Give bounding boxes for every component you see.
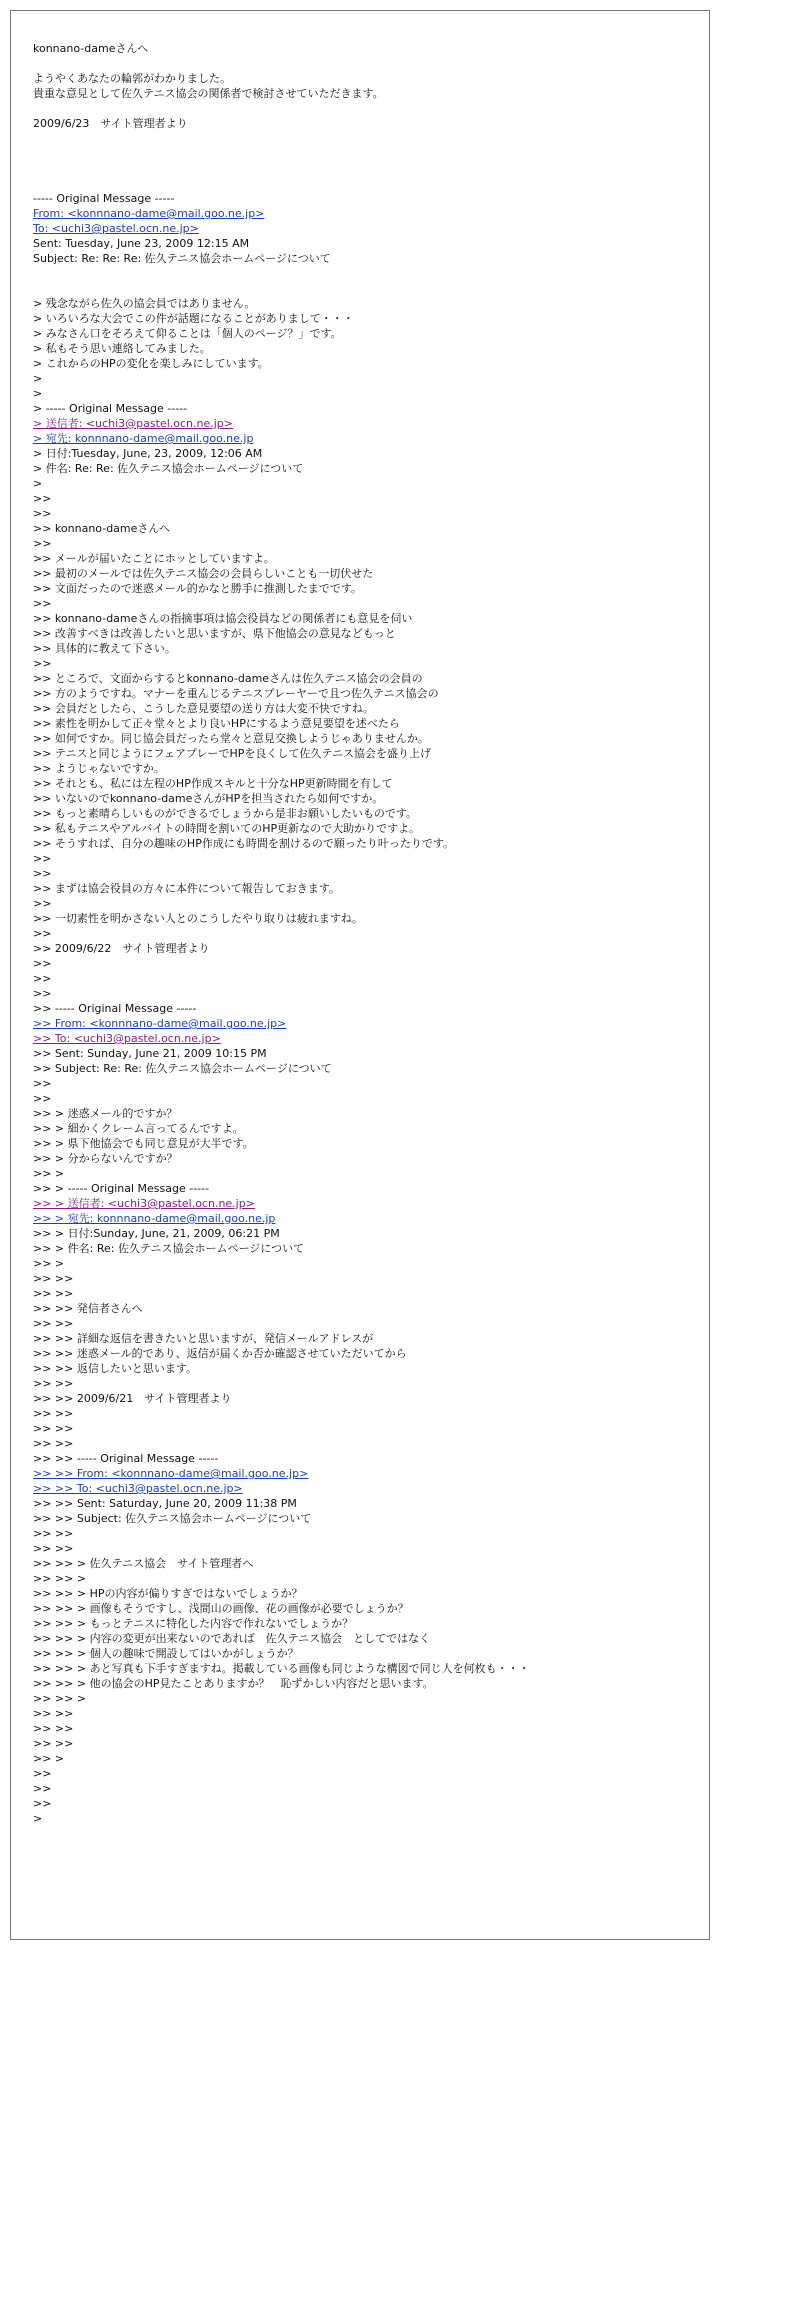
email-text-line: >> >> 2009/6/21 サイト管理者より <box>33 1392 232 1405</box>
email-link-line[interactable]: To: <uchi3@pastel.ocn.ne.jp> <box>33 222 199 235</box>
email-frame <box>10 10 710 1940</box>
email-text-line: konnano-dameさんへ <box>33 42 149 55</box>
email-text-line: >> 会員だとしたら、こうした意見要望の送り方は大変不快ですね。 <box>33 702 374 715</box>
email-text-line: >> >> 詳細な返信を書きたいと思いますが、発信メールアドレスが <box>33 1332 374 1345</box>
email-text-line: >> >> <box>33 1737 74 1750</box>
email-text-line <box>33 281 703 296</box>
email-text-line: >> ところで、文面からするとkonnano-dameさんは佐久テニス協会の会員の <box>33 672 423 685</box>
email-text-line: >> >> > もっとテニスに特化した内容で作れないでしょうか？ <box>33 1617 354 1630</box>
email-text-line: ----- Original Message ----- <box>33 192 175 205</box>
email-text-line: >> >> > 内容の変更が出来ないのであれば 佐久テニス協会 としてではなく <box>33 1632 431 1645</box>
email-text-line: >> <box>33 957 52 970</box>
email-text-line <box>33 161 703 176</box>
email-text-line: >> <box>33 597 52 610</box>
email-text-line: >> 素性を明かして正々堂々とより良いHPにするよう意見要望を述べたら <box>33 717 400 730</box>
email-text-line: >> <box>33 1092 52 1105</box>
email-link-line[interactable]: From: <konnnano-dame@mail.goo.ne.jp> <box>33 207 265 220</box>
email-text-line: >> >> > あと写真も下手すぎますね。掲載している画像も同じような構図で同じ人を何枚も・・・ <box>33 1662 530 1675</box>
email-text-line: >> >> Subject: 佐久テニス協会ホームページについて <box>33 1512 312 1525</box>
email-link-line[interactable]: >> >> To: <uchi3@pastel.ocn.ne.jp> <box>33 1482 243 1495</box>
email-text-line: > いろいろな大会でこの件が話題になることがありまして・・・ <box>33 312 354 325</box>
email-text-line: >> テニスと同じようにフェアプレーでHPを良くして佐久テニス協会を盛り上げ <box>33 747 431 760</box>
email-text-line: >> >> <box>33 1317 74 1330</box>
email-text-line: >> >> 発信者さんへ <box>33 1302 143 1315</box>
email-text-line: >> >> <box>33 1527 74 1540</box>
email-text-line: >> >> <box>33 1287 74 1300</box>
email-text-line: > <box>33 1812 43 1825</box>
email-text-line: >> >> <box>33 1437 74 1450</box>
email-link-line[interactable]: > 送信者: <uchi3@pastel.ocn.ne.jp> <box>33 417 234 430</box>
email-text-line: >> >> <box>33 1407 74 1420</box>
email-text-line: Subject: Re: Re: Re: 佐久テニス協会ホームページについて <box>33 252 331 265</box>
email-text-line: >> >> <box>33 1422 74 1435</box>
email-text-line: >> >> <box>33 1272 74 1285</box>
email-text-line: > <box>33 387 43 400</box>
email-text-line: >> 如何ですか。同じ協会員だったら堂々と意見交換しようじゃありませんか。 <box>33 732 429 745</box>
email-text-line: >> 2009/6/22 サイト管理者より <box>33 942 210 955</box>
email-text-line: 貴重な意見として佐久テニス協会の関係者で検討させていただきます。 <box>33 87 384 100</box>
email-text-line: >> 方のようですね。マナーを重んじるテニスプレーヤーで且つ佐久テニス協会の <box>33 687 439 700</box>
email-text-line: > <box>33 477 43 490</box>
email-text-line: >> > ----- Original Message ----- <box>33 1182 210 1195</box>
email-text-line: >> >> > <box>33 1692 87 1705</box>
email-text-line: >> >> > <box>33 1572 87 1585</box>
email-text-line: >> >> <box>33 1707 74 1720</box>
email-text-line: >> >> 迷惑メール的であり、返信が届くか否か確認させていただいてから <box>33 1347 407 1360</box>
email-text-line: >> <box>33 1767 52 1780</box>
email-text-line: >> >> > 画像もそうですし、浅間山の画像、花の画像が必要でしょうか？ <box>33 1602 409 1615</box>
email-text-line: > ----- Original Message ----- <box>33 402 188 415</box>
email-text-line: >> <box>33 897 52 910</box>
email-link-line[interactable]: > 宛先: konnnano-dame@mail.goo.ne.jp <box>33 432 254 445</box>
email-text-line: >> メールが届いたことにホッとしていますよ。 <box>33 552 275 565</box>
email-text-line <box>33 131 703 146</box>
email-text-line: >> >> > 他の協会のHP見たことありますか？ 恥ずかしい内容だと思います。 <box>33 1677 434 1690</box>
email-text-line: > みなさん口をそろえて仰ることは「個人のページ？」です。 <box>33 327 342 340</box>
email-link-line[interactable]: >> From: <konnnano-dame@mail.goo.ne.jp> <box>33 1017 287 1030</box>
email-text-line: > 残念ながら佐久の協会員ではありません。 <box>33 297 256 310</box>
email-text-line: >> まずは協会役員の方々に本件について報告しておきます。 <box>33 882 340 895</box>
email-text-line <box>33 146 703 161</box>
email-text-line: >> いないのでkonnano-dameさんがHPを担当されたら如何ですか。 <box>33 792 384 805</box>
email-text-line: > <box>33 372 43 385</box>
email-text-line: >> それとも、私には左程のHP作成スキルと十分なHP更新時間を有して <box>33 777 393 790</box>
email-text-line: >> <box>33 867 52 880</box>
email-text-line: >> <box>33 1797 52 1810</box>
email-text-line: >> > 件名: Re: 佐久テニス協会ホームページについて <box>33 1242 305 1255</box>
email-text-line: >> <box>33 927 52 940</box>
email-text-line: ようやくあなたの輪郭がわかりました。 <box>33 72 231 85</box>
email-text-line: >> >> ----- Original Message ----- <box>33 1452 219 1465</box>
email-text-line: >> > <box>33 1257 65 1270</box>
email-text-line: 2009/6/23 サイト管理者より <box>33 117 188 130</box>
email-text-line: >> <box>33 987 52 1000</box>
email-text-line: >> > 分からないんですか？ <box>33 1152 178 1165</box>
email-text-line: >> 文面だったので迷惑メール的かなと勝手に推測したまでです。 <box>33 582 362 595</box>
email-text-line: >> > 細かくクレーム言ってるんですよ。 <box>33 1122 244 1135</box>
email-text-line: >> >> <box>33 1722 74 1735</box>
email-text-line: >> <box>33 1077 52 1090</box>
email-text-line: >> もっと素晴らしいものができるでしょうから是非お願いしたいものです。 <box>33 807 417 820</box>
email-text-line: >> >> <box>33 1542 74 1555</box>
email-text-line <box>33 176 703 191</box>
email-text-line: >> 私もテニスやアルバイトの時間を割いてのHP更新なので大助かりですよ。 <box>33 822 421 835</box>
email-text-line: >> 一切素性を明かさない人とのこうしたやり取りは疲れますね。 <box>33 912 363 925</box>
email-text-line: >> <box>33 507 52 520</box>
email-text-line: >> konnano-dameさんへ <box>33 522 171 535</box>
email-text-line: >> <box>33 657 52 670</box>
email-text-line: >> <box>33 492 52 505</box>
email-text-line: >> > <box>33 1167 65 1180</box>
email-text-line: >> <box>33 1782 52 1795</box>
email-text-line: >> Sent: Sunday, June 21, 2009 10:15 PM <box>33 1047 267 1060</box>
email-text-line: >> Subject: Re: Re: 佐久テニス協会ホームページについて <box>33 1062 332 1075</box>
email-text-line: >> > <box>33 1752 65 1765</box>
email-text-line: >> <box>33 852 52 865</box>
email-text-line: >> >> <box>33 1377 74 1390</box>
email-link-line[interactable]: >> >> From: <konnnano-dame@mail.goo.ne.jp> <box>33 1467 309 1480</box>
email-text-line <box>33 101 703 116</box>
email-text-line <box>33 56 703 71</box>
email-text-line: > 私もそう思い連絡してみました。 <box>33 342 211 355</box>
email-text-line: >> >> > 個人の趣味で開設してはいかがしょうか？ <box>33 1647 299 1660</box>
email-text-line <box>33 266 703 281</box>
email-link-line[interactable]: >> > 宛先: konnnano-dame@mail.goo.ne.jp <box>33 1212 276 1225</box>
email-text-line: >> > 迷惑メール的ですか？ <box>33 1107 178 1120</box>
email-link-line[interactable]: >> To: <uchi3@pastel.ocn.ne.jp> <box>33 1032 221 1045</box>
email-text-line: >> > 県下他協会でも同じ意見が大半です。 <box>33 1137 254 1150</box>
email-text-line: >> ようじゃないですか。 <box>33 762 165 775</box>
email-text-line: >> <box>33 972 52 985</box>
email-text-line: >> そうすれば、自分の趣味のHP作成にも時間を割けるので願ったり叶ったりです。 <box>33 837 454 850</box>
email-body <box>33 41 703 1826</box>
email-text-line: > 日付:Tuesday, June, 23, 2009, 12:06 AM <box>33 447 263 460</box>
email-text-line: >> >> 返信したいと思います。 <box>33 1362 197 1375</box>
email-text-line: >> 最初のメールでは佐久テニス協会の会員らしいことも一切伏せた <box>33 567 374 580</box>
email-text-line: > これからのHPの変化を楽しみにしています。 <box>33 357 269 370</box>
email-text-line: >> ----- Original Message ----- <box>33 1002 197 1015</box>
email-text-line: >> konnano-dameさんの指摘事項は協会役員などの関係者にも意見を伺い <box>33 612 413 625</box>
email-link-line[interactable]: >> > 送信者: <uchi3@pastel.ocn.ne.jp> <box>33 1197 255 1210</box>
email-text-line: >> 具体的に教えて下さい。 <box>33 642 176 655</box>
email-text-line: > 件名: Re: Re: 佐久テニス協会ホームページについて <box>33 462 304 475</box>
email-text-line: >> >> > 佐久テニス協会 サイト管理者へ <box>33 1557 254 1570</box>
email-text-line: Sent: Tuesday, June 23, 2009 12:15 AM <box>33 237 250 250</box>
email-text-line: >> >> > HPの内容が偏りすぎではないでしょうか？ <box>33 1587 303 1600</box>
email-text-line: >> 改善すべきは改善したいと思いますが、県下他協会の意見などもっと <box>33 627 396 640</box>
email-text-line: >> <box>33 537 52 550</box>
email-text-line: >> > 日付:Sunday, June, 21, 2009, 06:21 PM <box>33 1227 280 1240</box>
email-text-line: >> >> Sent: Saturday, June 20, 2009 11:38 PM <box>33 1497 297 1510</box>
